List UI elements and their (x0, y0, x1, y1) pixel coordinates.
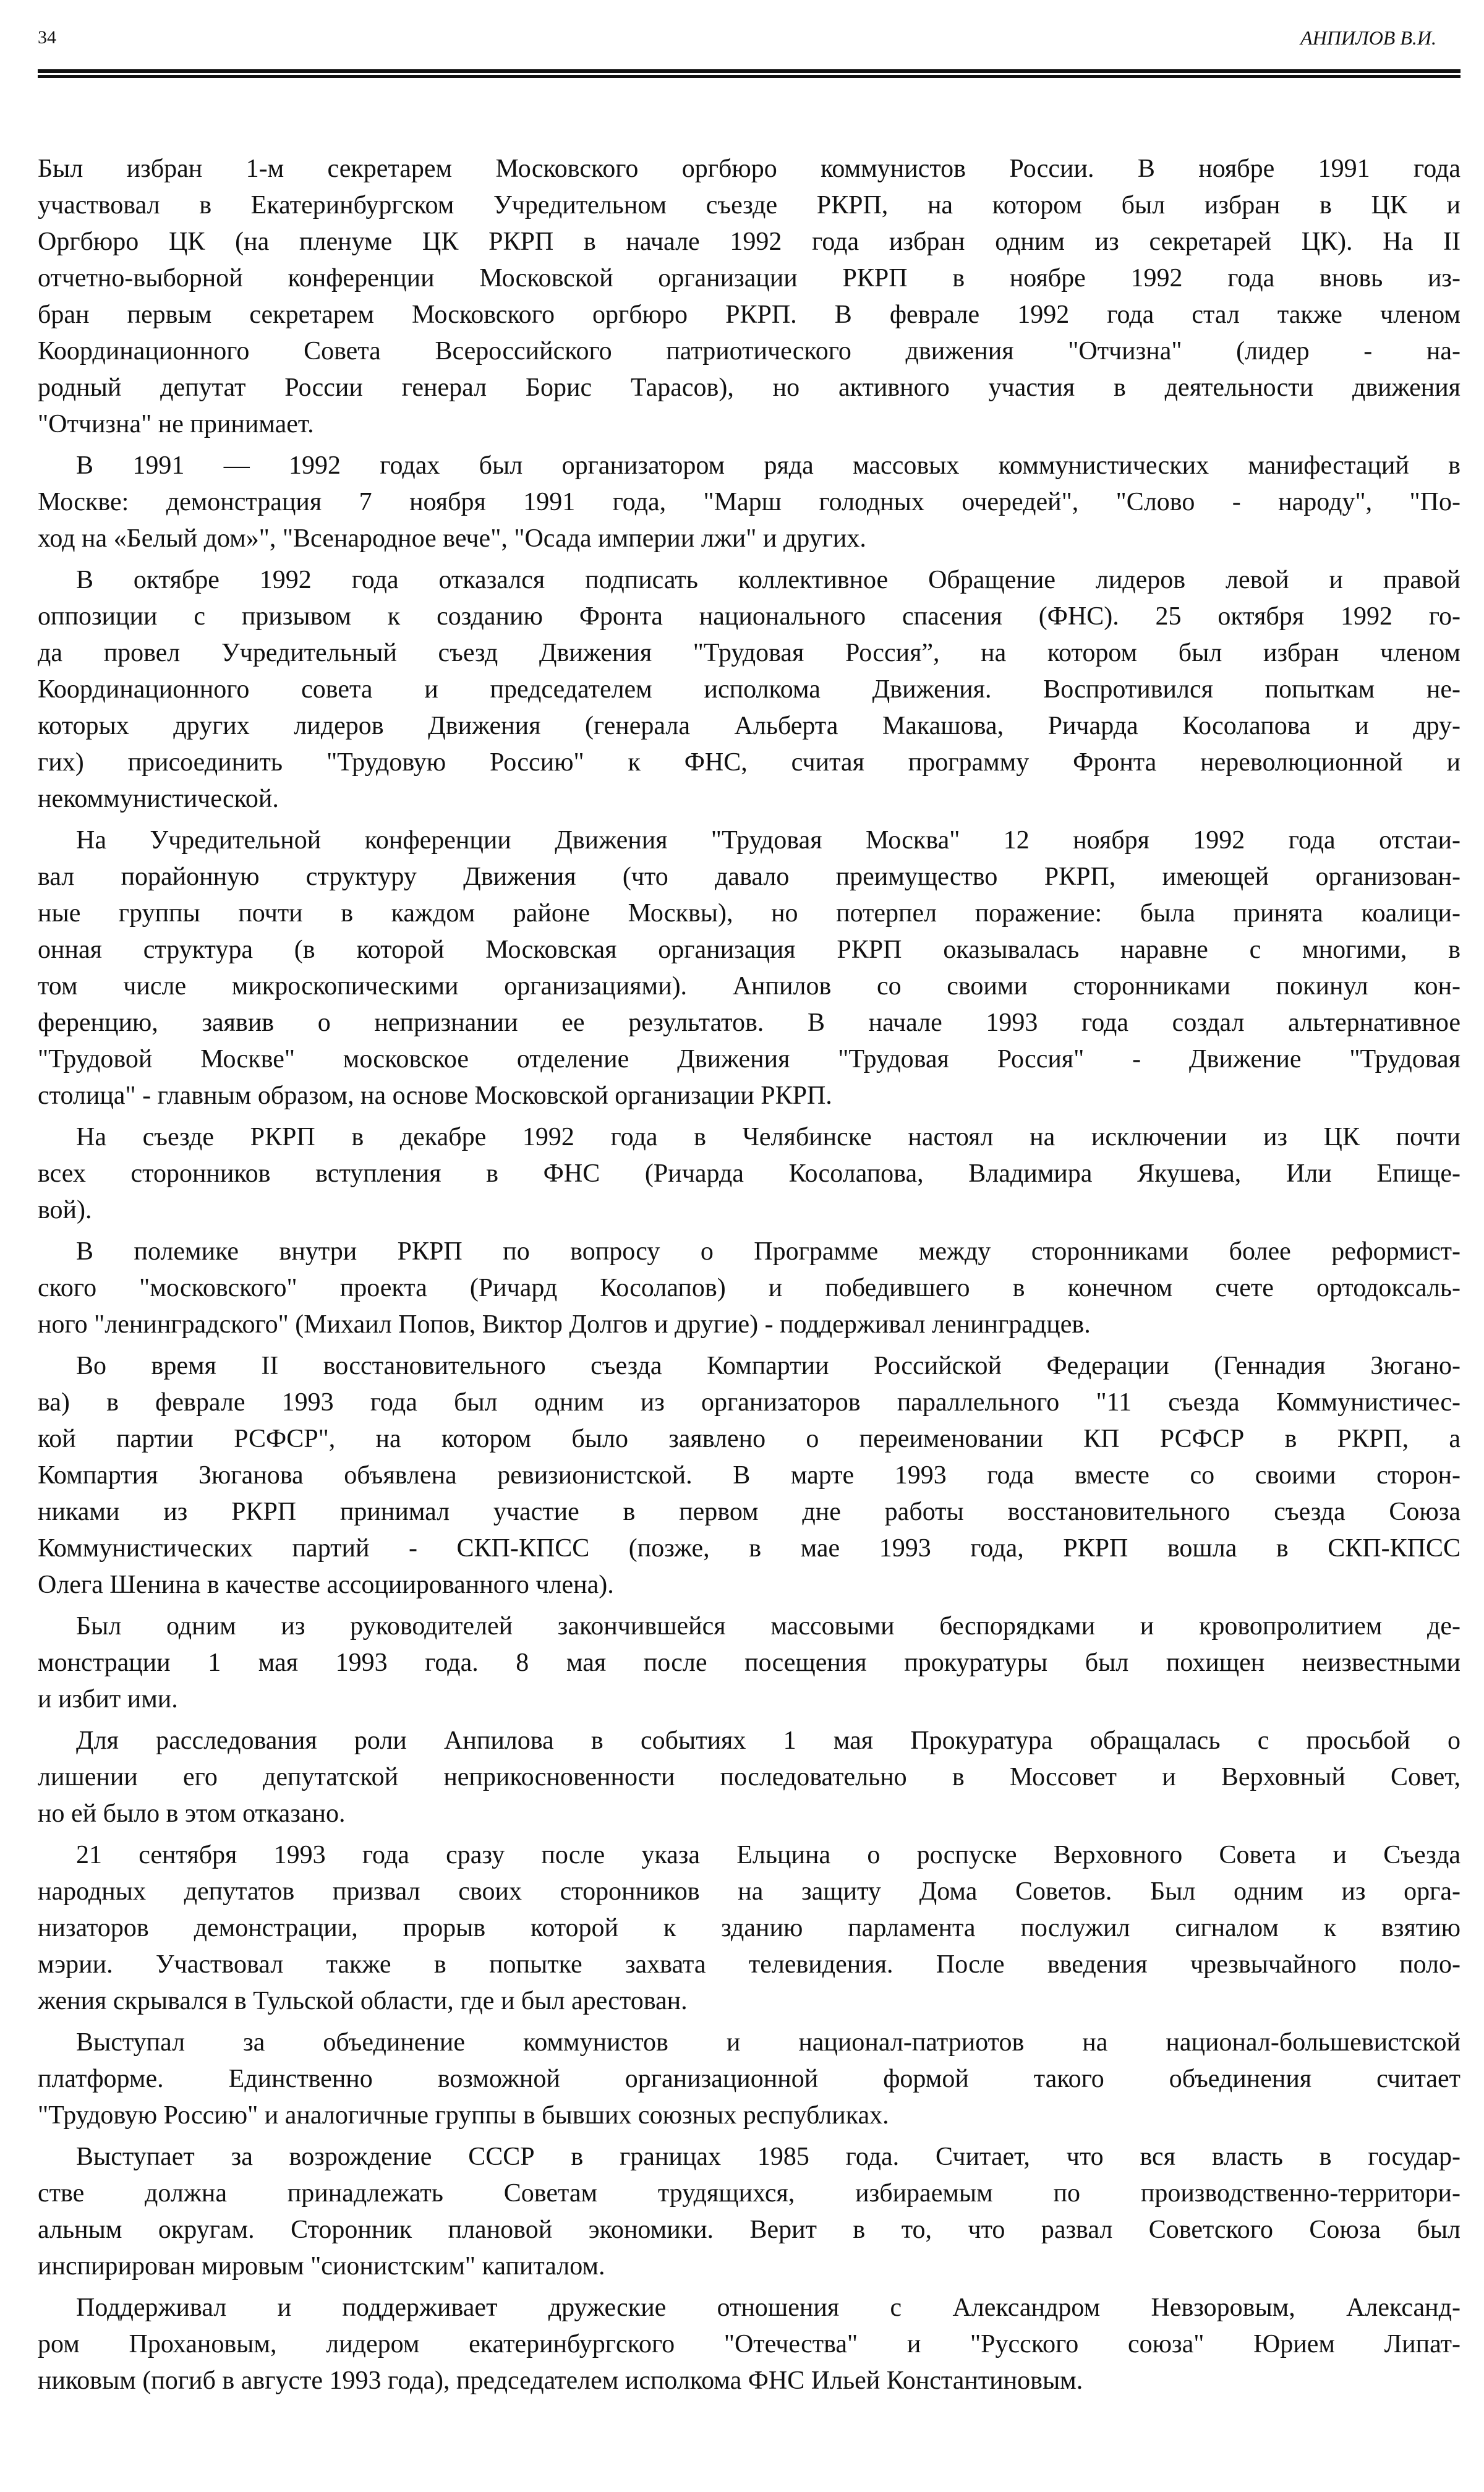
text-line: Координационного совета и председателем исполкома Движения. Воспротивился попыткам не- (38, 675, 1461, 704)
text-line: участвовал в Екатеринбургском Учредительном съезде РКРП, на котором был избран в ЦК и (38, 191, 1461, 220)
paragraph (38, 1348, 1461, 1603)
text-line: "Отчизна" не принимает. (38, 410, 314, 438)
text-line: Выступает за возрождение СССР в границах 1985 года. Считает, что вся власть в государ- (76, 2143, 1461, 2171)
paragraph (38, 1119, 1461, 1229)
text-line: Москве: демонстрация 7 ноября 1991 года, "Марш голодных очередей", "Слово - народу", "По- (38, 488, 1461, 516)
paragraph (38, 1837, 1461, 2020)
text-line: народных депутатов призвал своих сторонников на защиту Дома Советов. Был одним из орга- (38, 1877, 1461, 1906)
paragraph (38, 1723, 1461, 1832)
body-text (38, 151, 1461, 2404)
text-line: инспирирован мировым "сионистским" капиталом. (38, 2252, 605, 2281)
text-line: ные группы почти в каждом районе Москвы), но потерпел поражение: была принята коалици- (38, 899, 1461, 928)
text-line: вал порайонную структуру Движения (что давало преимущество РКРП, имеющей организован- (38, 863, 1461, 891)
text-line: кой партии РСФСР", на котором было заявлено о переименовании КП РСФСР в РКРП, а (38, 1425, 1461, 1453)
text-line: мэрии. Участвовал также в попытке захвата телевидения. После введения чрезвычайного поло- (38, 1950, 1461, 1979)
page-number: 34 (38, 27, 56, 48)
text-line: Выступал за объединение коммунистов и национал-патриотов на национал-большевистской (76, 2028, 1461, 2057)
paragraph (38, 1608, 1461, 1718)
text-line: гих) присоединить "Трудовую Россию" к ФНС, считая программу Фронта нереволюционной и (38, 748, 1461, 777)
text-line: "Трудовую Россию" и аналогичные группы в бывших союзных республиках. (38, 2101, 889, 2130)
paragraph (38, 2025, 1461, 2134)
text-line: На съезде РКРП в декабре 1992 года в Челябинске настоял на исключении из ЦК почти (76, 1123, 1461, 1151)
text-line: Поддерживал и поддерживает дружеские отношения с Александром Невзоровым, Александ- (76, 2294, 1461, 2322)
text-line: всех сторонников вступления в ФНС (Ричарда Косолапова, Владимира Якушева, Или Епище- (38, 1159, 1461, 1188)
running-head: АНПИЛОВ В.И. (1300, 27, 1436, 49)
text-line: и избит ими. (38, 1685, 178, 1713)
text-line: 21 сентября 1993 года сразу после указа Ельцина о роспуске Верховного Совета и Съезда (76, 1841, 1461, 1869)
text-line: жения скрывался в Тульской области, где и был арестован. (38, 1987, 688, 2015)
text-line: да провел Учредительный съезд Движения "Трудовая Россия”, на котором был избран членом (38, 639, 1461, 667)
text-line: ского "московского" проекта (Ричард Косолапов) и победившего в конечном счете ортодоксаль- (38, 1274, 1461, 1302)
text-line: Компартия Зюганова объявлена ревизионистской. В марте 1993 года вместе со своими сторон- (38, 1461, 1461, 1490)
text-line: Координационного Совета Всероссийского патриотического движения "Отчизна" (лидер - на- (38, 337, 1461, 365)
paragraph (38, 1234, 1461, 1343)
text-line: В полемике внутри РКРП по вопросу о Программе между сторонниками более реформист- (76, 1237, 1461, 1266)
text-line: родный депутат России генерал Борис Тарасов), но активного участия в деятельности движения (38, 373, 1461, 402)
text-line: ва) в феврале 1993 года был одним из организаторов параллельного "11 съезда Коммунистичес- (38, 1388, 1461, 1417)
text-line: платформе. Единственно возможной организационной формой такого объединения считает (38, 2065, 1461, 2093)
paragraph (38, 2290, 1461, 2399)
text-line: Был одним из руководителей закончившейся массовыми беспорядками и кровопролитием де- (76, 1612, 1461, 1641)
text-line: В октябре 1992 года отказался подписать коллективное Обращение лидеров левой и правой (76, 566, 1461, 594)
header-rule-top (38, 69, 1461, 73)
paragraph (38, 2139, 1461, 2285)
text-line: некоммунистической. (38, 785, 279, 813)
paragraph (38, 822, 1461, 1114)
paragraph (38, 151, 1461, 443)
text-line: которых других лидеров Движения (генерала Альберта Макашова, Ричарда Косолапова и дру- (38, 712, 1461, 740)
text-line: низаторов демонстрации, прорыв которой к зданию парламента послужил сигналом к взятию (38, 1914, 1461, 1942)
text-line: ход на «Белый дом»", "Всенародное вече", "Осада империи лжи" и других. (38, 524, 866, 553)
text-line: монстрации 1 мая 1993 года. 8 мая после посещения прокуратуры был похищен неизвестными (38, 1649, 1461, 1677)
text-line: альным округам. Сторонник плановой экономики. Верит в то, что развал Советского Союза был (38, 2216, 1461, 2244)
text-line: ром Прохановым, лидером екатеринбургского "Отечества" и "Русского союза" Юрием Липат- (38, 2330, 1461, 2358)
text-line: столица" - главным образом, на основе Московской организации РКРП. (38, 1082, 832, 1110)
text-line: Был избран 1-м секретарем Московского оргбюро коммунистов России. В ноябре 1991 года (38, 155, 1461, 183)
text-line: Коммунистических партий - СКП-КПСС (позже, в мае 1993 года, РКРП вошла в СКП-КПСС (38, 1534, 1461, 1563)
text-line: никовым (погиб в августе 1993 года), председателем исполкома ФНС Ильей Константиновым. (38, 2366, 1083, 2395)
text-line: Олега Шенина в качестве ассоциированного члена). (38, 1571, 614, 1599)
text-line: На Учредительной конференции Движения "Трудовая Москва" 12 ноября 1992 года отстаи- (76, 826, 1461, 855)
text-line: но ей было в этом отказано. (38, 1799, 346, 1828)
text-line: В 1991 — 1992 годах был организатором ряда массовых коммунистических манифестаций в (76, 451, 1461, 480)
text-line: Оргбюро ЦК (на пленуме ЦК РКРП в начале 1992 года избран одним из секретарей ЦК). На II (38, 228, 1461, 256)
text-line: Для расследования роли Анпилова в событиях 1 мая Прокуратура обращалась с просьбой о (76, 1726, 1461, 1755)
text-line: стве должна принадлежать Советам трудящихся, избираемым по производственно-территори- (38, 2179, 1461, 2208)
text-line: лишении его депутатской неприкосновенности последовательно в Моссовет и Верховный Совет, (38, 1763, 1461, 1791)
text-line: отчетно-выборной конференции Московской организации РКРП в ноябре 1992 года вновь из- (38, 264, 1461, 292)
text-line: ференцию, заявив о непризнании ее результатов. В начале 1993 года создал альтернативное (38, 1009, 1461, 1037)
text-line: вой). (38, 1196, 92, 1224)
text-line: никами из РКРП принимал участие в первом дне работы восстановительного съезда Союза (38, 1498, 1461, 1526)
paragraph (38, 562, 1461, 817)
paragraph (38, 448, 1461, 557)
text-line: оппозиции с призывом к созданию Фронта национального спасения (ФНС). 25 октября 1992 го- (38, 602, 1461, 631)
text-line: том числе микроскопическими организациями). Анпилов со своими сторонниками покинул кон- (38, 972, 1461, 1001)
text-line: онная структура (в которой Московская организация РКРП оказывалась наравне с многими, в (38, 936, 1461, 964)
header-rule-bottom (38, 75, 1461, 78)
text-line: ного "ленинградского" (Михаил Попов, Виктор Долгов и другие) - поддерживал ленинградцев. (38, 1310, 1091, 1339)
text-line: Во время II восстановительного съезда Компартии Российской Федерации (Геннадия Зюгано- (76, 1352, 1461, 1380)
text-line: бран первым секретарем Московского оргбюро РКРП. В феврале 1992 года стал также членом (38, 301, 1461, 329)
text-line: "Трудовой Москве" московское отделение Движения "Трудовая Россия" - Движение "Трудовая (38, 1045, 1461, 1073)
